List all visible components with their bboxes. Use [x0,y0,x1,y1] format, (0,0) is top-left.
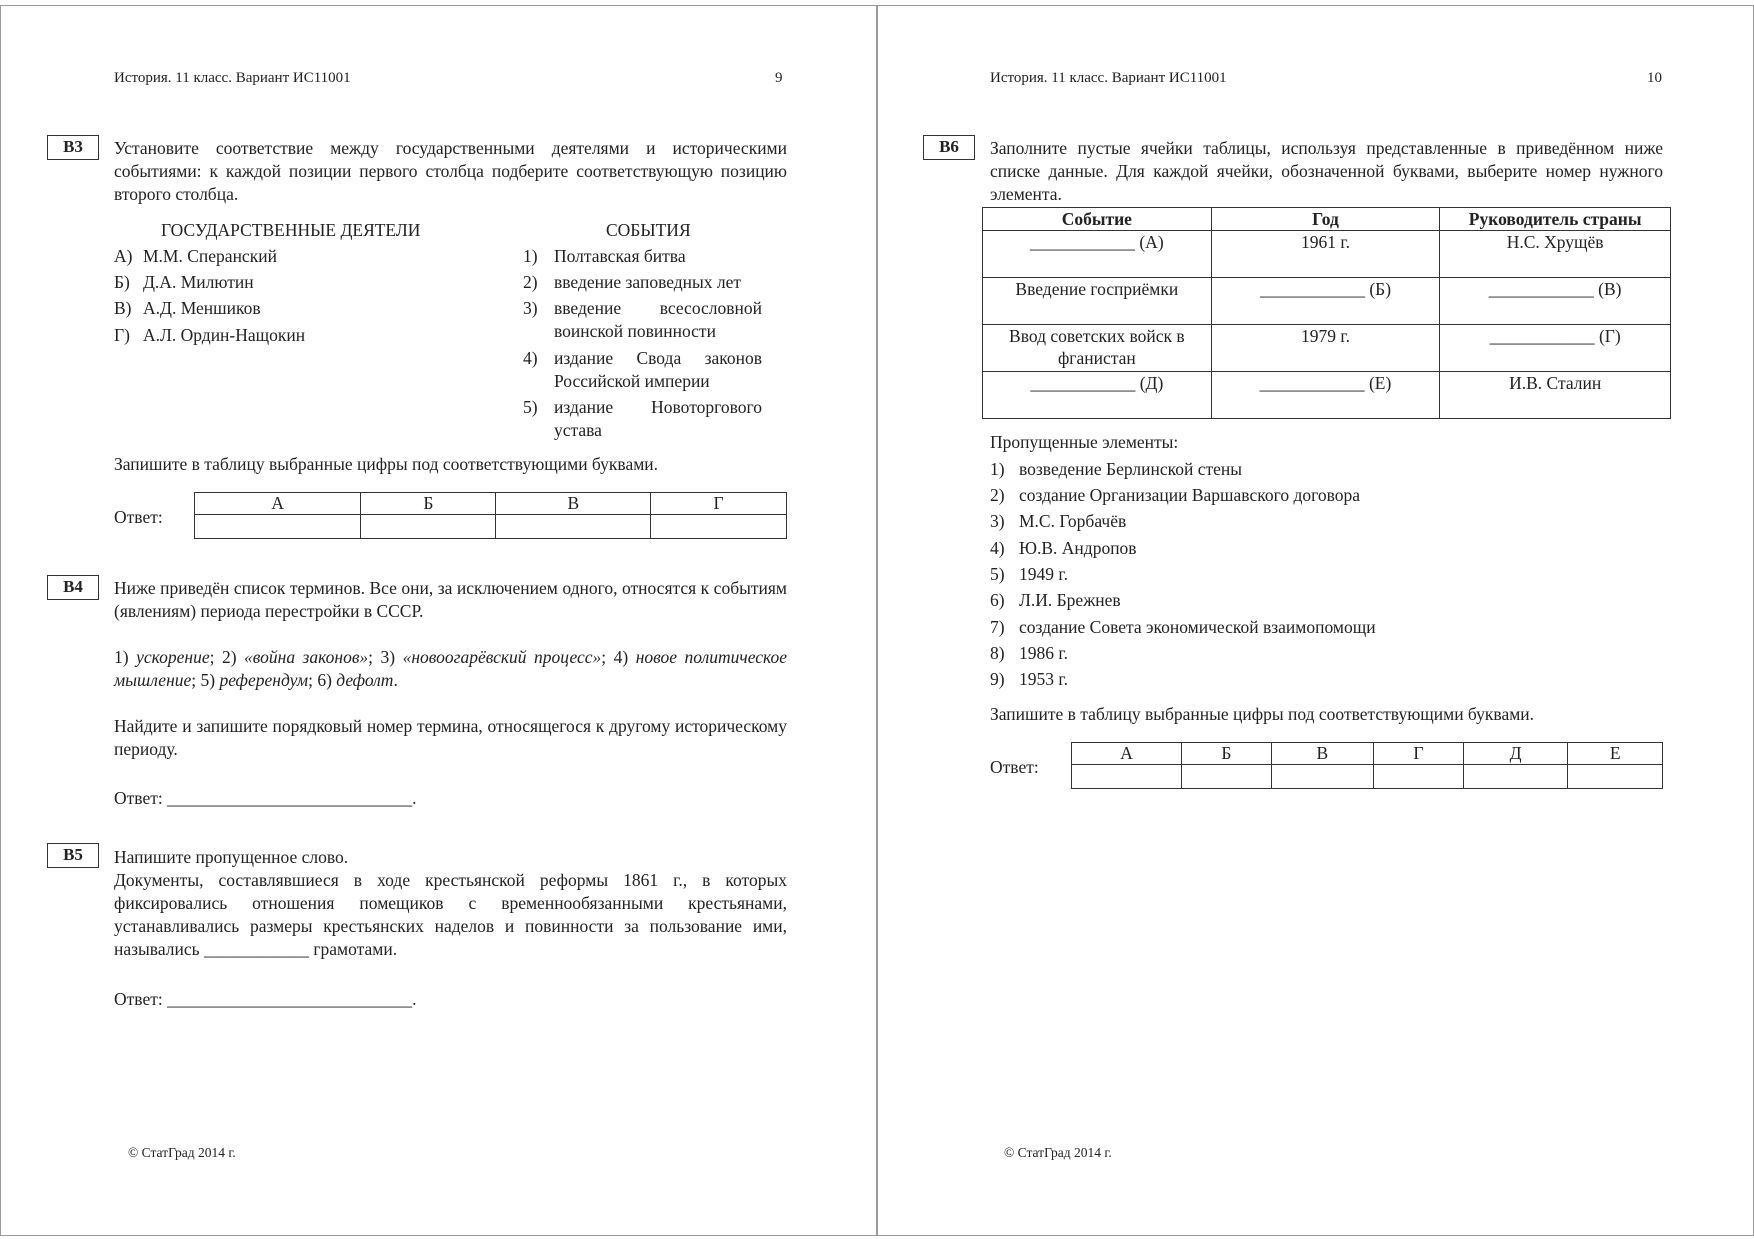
task-badge-b3: В3 [47,135,99,160]
right-page [877,5,1754,1236]
table-cell: Введение госприёмки [983,278,1212,325]
table-cell[interactable]: ____________ (Е) [1211,372,1440,419]
answer-letter: Б [1182,743,1271,765]
column-header: Год [1211,208,1440,231]
answer-line[interactable]: ____________________________. [167,989,417,1009]
task-b4-question: Найдите и запишите порядковый номер термина, относящегося к другому историческому периоду. [114,716,787,759]
table-cell: И.В. Сталин [1440,372,1671,419]
left-page: История. 11 класс. Вариант ИС11001 9 В3 Установите соответствие между государственными деятелями и историческими событиями: к каждой позиции первого столбца подберите соответствующую позицию второго столбца. ГОСУДАРСТВЕННЫЕ ДЕЯТЕЛИ СОБЫТИЯ А) М.М. Сперанский Б) Д.А. Милютин В) А.Д. Меншиков Г) А.Л. Ордин-Нащокин 1) Полтавская битва 2) введение заповедных лет 3) введение всесословной воинской повинности 4) издание Свода законов Российской империи 5) издание Новоторгового устава Запишите в таблицу выбранные цифры под соответствующими буквами. Ответ: А Б В Г В4 Ниже приведён список терминов. Все они, за исключением одного, относятся к событиям (явлениям) периода перестройки в СССР. 1) ускорение; 2) «война законов»; 3) «новоогарёвский процесс»; 4) новое политическое мышление; 5) референдум; 6) дефолт. Найдите и запишите порядковый номер термина, относящегося к другому историческому периоду. Ответ: ____________________________. В5 Напишите пропущенное слово. Документы, составлявшиеся в ходе крестьянской реформы 1861 г., в которых фиксировались отношения помещиков с временнообязанными крестьянами, устанавливались размеры крестьянских наделов и повинности за пользование ими, назывались ____________ грамотами. Ответ: ____________________________. © СтатГрад 2014 г. [0,5,877,1236]
table-row [983,372,1671,419]
answer-cell[interactable] [361,515,496,539]
page-header: История. 11 класс. Вариант ИС11001 [114,70,351,86]
task-badge-b6: В6 [923,135,975,160]
table-cell[interactable]: ____________ (А) [983,231,1212,278]
answer-table-b6 [1071,742,1663,789]
table-cell: 1979 г. [1211,325,1440,372]
term: референдум [219,670,309,690]
page-number: 9 [775,70,783,86]
missing-title: Пропущенные элементы: [990,432,1179,452]
answer-cell[interactable] [1463,765,1568,789]
b6-table [982,207,1671,419]
term: новое политическое мышление [114,647,788,690]
table-row [983,278,1671,325]
term: ускорение [136,647,210,667]
person-item: В) А.Д. Меншиков [114,298,261,318]
table-cell[interactable]: ____________ (Д) [983,372,1212,419]
answer-cell[interactable] [195,515,361,539]
person-item: А) М.М. Сперанский [114,246,277,266]
table-cell[interactable]: ____________ (В) [1440,278,1671,325]
missing-item: 7) создание Совета экономической взаимопомощи [990,617,1376,637]
task-b4-text: Ниже приведён список терминов. Все они, за исключением одного, относятся к событиям (явлениям) периода перестройки в СССР. [114,578,787,621]
answer-label: Ответ: [114,507,163,527]
page-footer: © СтатГрад 2014 г. [1004,1145,1112,1160]
table-row [983,325,1671,372]
answer-label: Ответ: [114,989,163,1009]
term: дефолт [336,670,394,690]
table-cell: 1961 г. [1211,231,1440,278]
term: «война законов» [244,647,369,667]
page-footer: © СтатГрад 2014 г. [128,1145,236,1160]
answer-line[interactable]: ____________________________. [167,788,417,808]
missing-item: 8) 1986 г. [990,643,1068,663]
answer-cell[interactable] [496,515,651,539]
task-badge-b4: В4 [47,575,99,600]
missing-item: 6) Л.И. Брежнев [990,590,1121,610]
page-number: 10 [1647,70,1662,86]
col-title-people: ГОСУДАРСТВЕННЫЕ ДЕЯТЕЛИ [161,220,421,240]
answer-cell[interactable] [1182,765,1271,789]
missing-item: 9) 1953 г. [990,669,1068,689]
table-cell: Ввод советских войск в фганистан [983,325,1212,372]
person-item: Б) Д.А. Милютин [114,272,254,292]
task-b6-instruction: Запишите в таблицу выбранные цифры под соответствующими буквами. [990,704,1535,724]
page-header: История. 11 класс. Вариант ИС11001 [990,70,1227,86]
answer-label: Ответ: [990,757,1039,777]
table-cell[interactable]: ____________ (Б) [1211,278,1440,325]
answer-letter: Г [651,493,787,515]
table-cell: Н.С. Хрущёв [1440,231,1671,278]
answer-table-b3 [194,492,787,539]
answer-letter: В [1271,743,1373,765]
answer-row-b5 [114,988,416,1011]
answer-letter: Г [1374,743,1464,765]
missing-item: 3) М.С. Горбачёв [990,511,1127,531]
missing-item: 1) возведение Берлинской стены [990,459,1243,479]
answer-letter: Б [361,493,496,515]
col-title-events: СОБЫТИЯ [606,220,691,240]
task-b3-instruction: Запишите в таблицу выбранные цифры под соответствующими буквами. [114,454,659,474]
term: «новоогарёвский процесс» [402,647,602,667]
answer-letter: Е [1568,743,1663,765]
answer-letter: А [1072,743,1182,765]
answer-cell[interactable] [1568,765,1663,789]
answer-letter: В [496,493,651,515]
task-b6-text: Заполните пустые ячейки таблицы, используя представленные в приведённом ниже списке данные. Для каждой ячейки, обозначенной буквами, выберите номер нужного элемента. [990,138,1663,204]
missing-item: 2) создание Организации Варшавского договора [990,485,1361,505]
answer-label: Ответ: [114,788,163,808]
answer-cell[interactable] [1072,765,1182,789]
table-cell[interactable]: ____________ (Г) [1440,325,1671,372]
task-badge-b5: В5 [47,843,99,868]
answer-letter: Д [1463,743,1568,765]
answer-cell[interactable] [651,515,787,539]
answer-cell[interactable] [1374,765,1464,789]
answer-cell[interactable] [1271,765,1373,789]
missing-item: 4) Ю.В. Андропов [990,538,1137,558]
table-row [983,231,1671,278]
term-list: 1) ускорение; 2) «война законов»; 3) «новоогарёвский процесс»; 4) новое политическое мышление; 5) референдум; 6) дефолт. [114,647,788,690]
column-header: Руководитель страны [1440,208,1671,231]
missing-item: 5) 1949 г. [990,564,1068,584]
answer-row-b4 [114,787,416,810]
person-item: Г) А.Л. Ордин-Нащокин [114,325,306,345]
task-b5-text: Документы, составлявшиеся в ходе крестьянской реформы 1861 г., в которых фиксировались отношения помещиков с временнообязанными крестьянами, устанавливались размеры крестьянских наделов и повинности за пользование ими, назывались ____________ грамотами. [114,870,787,959]
task-b5-prompt: Напишите пропущенное слово. [114,847,349,867]
column-header: Событие [983,208,1212,231]
answer-letter: А [195,493,361,515]
task-b3-text: Установите соответствие между государственными деятелями и историческими событиями: к каждой позиции первого столбца подберите соответствующую позицию второго столбца. [114,138,787,204]
